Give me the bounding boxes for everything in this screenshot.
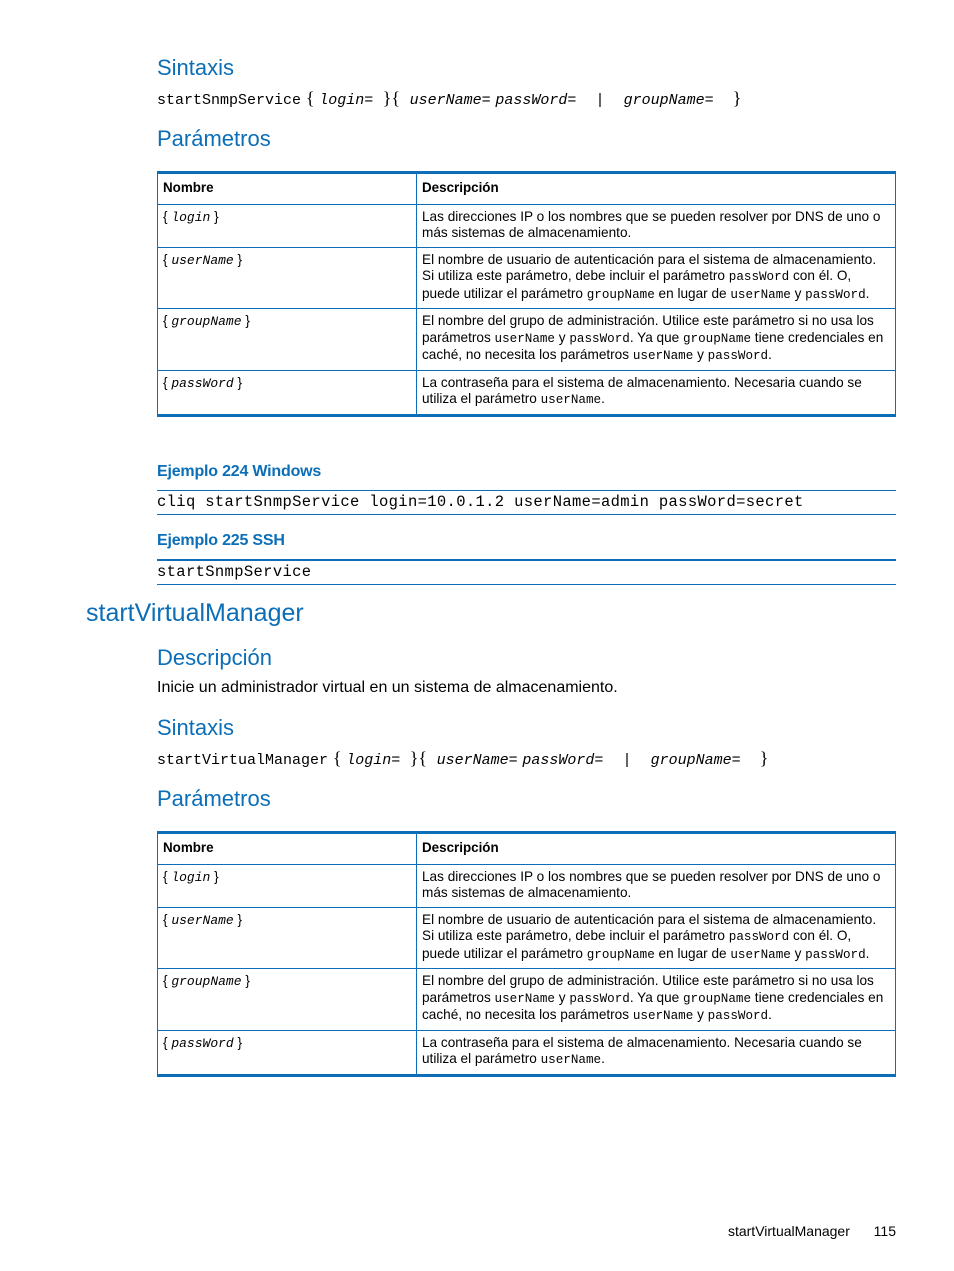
params-table [157,171,896,417]
param-name-cell: { passWord } [158,1030,417,1075]
param-name: passWord [171,1035,234,1051]
desc-code: userName [730,947,791,962]
syntax-param-groupname: groupName= [623,92,714,109]
desc-code: userName [540,1053,602,1067]
param-name-cell: { userName } [158,247,417,309]
desc-code: groupName [683,331,752,346]
table-row [158,204,896,247]
syntax-command: startSnmpService [157,92,302,109]
syntax-command: startVirtualManager [157,752,329,769]
param-desc-cell [417,204,896,247]
example-224-title: Ejemplo 224 Windows [157,463,322,480]
param-name: groupName [171,974,242,989]
param-desc-cell [417,907,896,969]
desc-text: y [555,989,570,1005]
page-title: startVirtualManager [86,599,304,627]
param-name: login [171,209,211,225]
syntax-brace-close: } [732,88,742,108]
syntax-heading: Sintaxis [157,715,235,740]
desc-code: passWord [728,930,790,944]
page-footer [728,1223,896,1239]
param-name: login [171,869,211,885]
running-title: startVirtualManager [727,1223,850,1239]
syntax-separator: | [622,752,632,769]
param-desc-cell [417,247,896,309]
param-desc-cell [417,864,896,907]
syntax-param-username: userName= [436,752,518,769]
table-row [158,247,896,309]
desc-code: passWord [805,287,866,302]
param-name: passWord [171,375,234,391]
syntax-param-password: passWord= [495,92,577,109]
col-header-name: Nombre [158,173,417,205]
desc-text: y [693,1007,708,1022]
syntax-brace-open: { [305,88,315,108]
example-225-code: startSnmpService [157,559,896,585]
description-text: Inicie un administrador virtual en un sistema de almacenamiento. [157,679,618,696]
desc-text: La contraseña para el sistema de almacenamiento. Necesaria cuando se utiliza el parámetro [422,374,862,406]
syntax-param-username: userName= [409,92,491,109]
desc-code: passWord [707,1009,769,1023]
param-name-cell: { groupName } [158,309,417,371]
desc-text: en lugar de [654,945,731,961]
description-heading: Descripción [157,645,272,670]
param-name: userName [171,252,234,268]
param-name-cell: { groupName } [158,969,417,1031]
desc-code: passWord [569,991,630,1006]
desc-text: El nombre de usuario de autenticación para el sistema de almacenamiento. Si utiliza este parámetro, debe incluir el parámetro [422,911,877,943]
desc-text: . [601,391,605,406]
param-name-cell: { login } [158,204,417,247]
desc-text: y [790,285,806,301]
desc-code: passWord [707,349,769,363]
desc-code: userName [632,1009,694,1023]
page-number: 115 [873,1223,896,1239]
desc-text: . [865,285,870,301]
desc-code: userName [540,393,602,407]
desc-code: passWord [569,331,630,346]
desc-text: y [555,329,570,345]
param-name: groupName [171,314,242,329]
desc-text: El nombre del grupo de administración. Utilice este parámetro si no usa los parámetros [422,313,874,345]
desc-text: Las direcciones IP o los nombres que se pueden resolver por DNS de uno o más sistemas de almacenamiento. [422,868,881,900]
desc-code: groupName [586,287,655,302]
desc-text: con él. O, puede utilizar el parámetro [422,928,852,961]
desc-code: userName [730,287,791,302]
table-row [158,370,896,415]
desc-text: . [865,945,870,961]
desc-text: y [693,347,708,362]
desc-code: userName [494,331,555,346]
desc-code: userName [632,349,694,363]
syntax-param-login: login= [319,92,374,109]
desc-text: y [790,945,806,961]
table-row [158,864,896,907]
desc-code: groupName [683,991,752,1006]
example-225-title: Ejemplo 225 SSH [157,532,285,549]
col-header-name: Nombre [158,833,417,865]
syntax-brace-group: }{ [382,88,401,108]
desc-code: userName [494,991,555,1006]
desc-text: Las direcciones IP o los nombres que se pueden resolver por DNS de uno o más sistemas de almacenamiento. [422,208,881,240]
param-desc-cell [417,969,896,1031]
syntax-heading: Sintaxis [157,55,235,80]
desc-text: en lugar de [654,285,731,301]
desc-text: El nombre de usuario de autenticación para el sistema de almacenamiento. Si utiliza este parámetro, debe incluir el parámetro [422,251,877,283]
desc-text: . Ya que [629,989,683,1005]
table-header-row [158,833,896,865]
param-desc-cell [417,309,896,371]
table-row [158,907,896,969]
desc-text: tiene credenciales en caché, no necesita los parámetros [422,989,884,1022]
params-heading: Parámetros [157,786,271,811]
syntax-brace-close: } [759,748,769,768]
syntax-param-groupname: groupName= [650,752,741,769]
table-row [158,309,896,371]
param-name: userName [171,912,234,928]
syntax-brace-group: }{ [409,748,428,768]
syntax-line [157,88,741,111]
desc-text: . [601,1051,605,1066]
desc-text: . [768,347,772,362]
desc-code: groupName [586,947,655,962]
desc-text: . [768,1007,772,1022]
table-row [158,969,896,1031]
col-header-desc: Descripción [417,173,896,205]
syntax-separator: | [595,92,605,109]
param-desc-cell [417,1030,896,1075]
syntax-param-password: passWord= [522,752,604,769]
example-224-code: cliq startSnmpService login=10.0.1.2 userName=admin passWord=secret [157,490,896,515]
param-name-cell: { userName } [158,907,417,969]
col-header-desc: Descripción [417,833,896,865]
desc-text: con él. O, puede utilizar el parámetro [422,268,852,301]
param-name-cell: { passWord } [158,370,417,415]
desc-code: passWord [728,270,790,284]
desc-code: passWord [805,947,866,962]
table-row [158,1030,896,1075]
params-table [157,831,896,1077]
desc-text: tiene credenciales en caché, no necesita los parámetros [422,329,884,362]
params-heading: Parámetros [157,126,271,151]
table-header-row [158,173,896,205]
syntax-line [157,748,768,771]
desc-text: . Ya que [629,329,683,345]
param-name-cell: { login } [158,864,417,907]
desc-text: El nombre del grupo de administración. Utilice este parámetro si no usa los parámetros [422,973,874,1005]
syntax-param-login: login= [346,752,401,769]
param-desc-cell [417,370,896,415]
syntax-brace-open: { [332,748,342,768]
desc-text: La contraseña para el sistema de almacenamiento. Necesaria cuando se utiliza el parámetro [422,1034,862,1066]
